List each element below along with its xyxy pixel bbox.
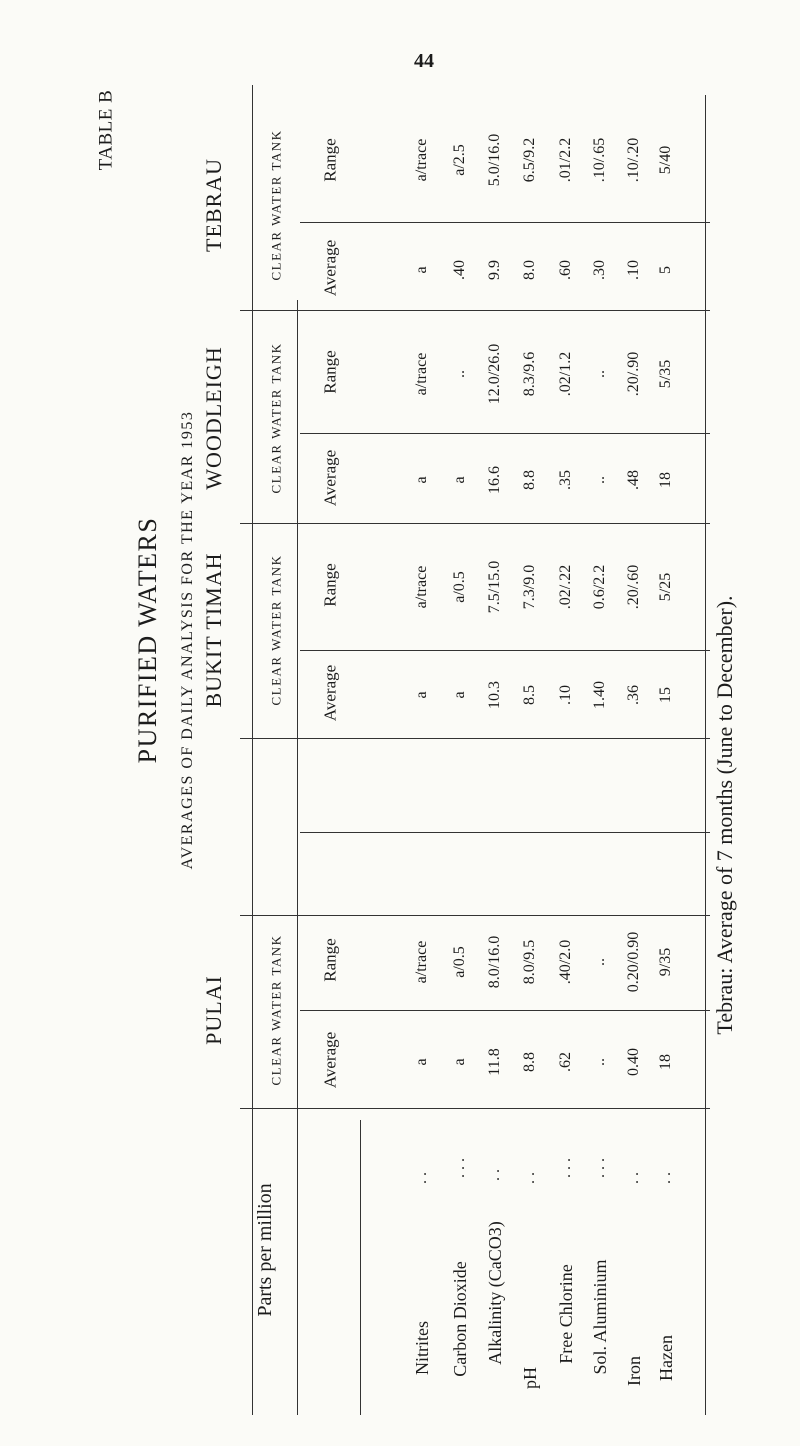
col-head-range: Range xyxy=(320,563,340,607)
tank-label-tebrau: CLEAR WATER TANK xyxy=(268,129,284,281)
woodleigh-range-free-chlorine: .02/1.2 xyxy=(557,351,574,397)
leader-dots: . . . xyxy=(451,1158,468,1178)
units-label: Parts per million xyxy=(254,1183,276,1317)
woodleigh-range-sol-aluminium: .. xyxy=(591,370,608,378)
tebrau-range-hazen: 5/40 xyxy=(657,145,674,175)
woodleigh-average-nitrites: a xyxy=(413,476,430,484)
pulai-average-nitrites: a xyxy=(413,1058,430,1066)
param-iron: Iron xyxy=(624,1356,644,1386)
page-number: 44 xyxy=(414,50,434,72)
tebrau-range-carbon-dioxide: a/2.5 xyxy=(451,144,468,176)
leader-dots: . . xyxy=(521,1172,538,1184)
woodleigh-average-hazen: 18 xyxy=(657,472,674,488)
bukit-timah-range-iron: .20/.60 xyxy=(625,564,642,610)
pulai-range-carbon-dioxide: a/0.5 xyxy=(451,946,468,978)
woodleigh-range-carbon-dioxide: .. xyxy=(451,370,468,378)
param-free-chlorine: Free Chlorine xyxy=(556,1264,576,1364)
tebrau-average-ph: 8.0 xyxy=(521,260,538,280)
tebrau-average-free-chlorine: .60 xyxy=(557,260,574,280)
tebrau-average-iron: .10 xyxy=(625,260,642,280)
col-head-range: Range xyxy=(320,938,340,982)
woodleigh-range-nitrites: a/trace xyxy=(413,352,430,396)
pulai-average-ph: 8.8 xyxy=(521,1052,538,1072)
tebrau-range-nitrites: a/trace xyxy=(413,138,430,182)
param-alkalinity: Alkalinity (CaCO3) xyxy=(485,1221,505,1365)
bukit-timah-range-ph: 7.3/9.0 xyxy=(521,564,538,610)
site-name-bukit-timah: BUKIT TIMAH xyxy=(201,552,226,708)
bukit-timah-average-carbon-dioxide: a xyxy=(451,691,468,699)
table-title: PURIFIED WATERS xyxy=(133,516,162,764)
tank-label-pulai: CLEAR WATER TANK xyxy=(268,934,284,1086)
pulai-average-iron: 0.40 xyxy=(625,1048,642,1076)
tebrau-average-hazen: 5 xyxy=(657,266,674,274)
bukit-timah-range-free-chlorine: .02/.22 xyxy=(557,564,574,610)
param-carbon-dioxide: Carbon Dioxide xyxy=(450,1261,470,1377)
leader-dots: . . xyxy=(657,1172,674,1184)
pulai-range-ph: 8.0/9.5 xyxy=(521,939,538,985)
woodleigh-average-sol-aluminium: .. xyxy=(591,476,608,484)
param-hazen: Hazen xyxy=(656,1335,676,1381)
leader-dots: . . . xyxy=(557,1158,574,1178)
tebrau-range-iron: .10/.20 xyxy=(625,137,642,183)
woodleigh-range-hazen: 5/35 xyxy=(657,359,674,389)
pulai-range-free-chlorine: .40/2.0 xyxy=(557,939,574,985)
bukit-timah-average-sol-aluminium: 1.40 xyxy=(591,681,608,709)
bukit-timah-range-carbon-dioxide: a/0.5 xyxy=(451,571,468,603)
param-nitrites: Nitrites xyxy=(412,1321,432,1375)
tebrau-average-nitrites: a xyxy=(413,266,430,274)
leader-dots: . . xyxy=(413,1172,430,1184)
pulai-average-free-chlorine: .62 xyxy=(557,1052,574,1072)
tebrau-range-ph: 6.5/9.2 xyxy=(521,137,538,183)
col-head-range: Range xyxy=(320,138,340,182)
bukit-timah-range-sol-aluminium: 0.6/2.2 xyxy=(591,564,608,610)
tebrau-range-alkalinity: 5.0/16.0 xyxy=(486,133,503,187)
leader-dots: . . xyxy=(486,1169,503,1181)
bukit-timah-average-iron: .36 xyxy=(625,685,642,705)
col-head-average: Average xyxy=(320,664,340,722)
col-head-range: Range xyxy=(320,350,340,394)
param-sol-aluminium: Sol. Aluminium xyxy=(590,1259,610,1375)
param-ph: pH xyxy=(520,1367,540,1389)
site-name-tebrau: TEBRAU xyxy=(201,158,226,252)
bukit-timah-range-hazen: 5/25 xyxy=(657,572,674,602)
woodleigh-range-iron: .20/.90 xyxy=(625,351,642,397)
footnote: Tebrau: Average of 7 months (June to December). xyxy=(712,595,737,1035)
tebrau-average-carbon-dioxide: .40 xyxy=(451,260,468,280)
pulai-average-hazen: 18 xyxy=(657,1054,674,1070)
pulai-average-sol-aluminium: .. xyxy=(591,1058,608,1066)
col-head-average: Average xyxy=(320,449,340,507)
woodleigh-range-alkalinity: 12.0/26.0 xyxy=(486,343,503,405)
site-name-pulai: PULAI xyxy=(201,975,226,1045)
tebrau-range-free-chlorine: .01/2.2 xyxy=(557,137,574,183)
woodleigh-average-alkalinity: 16.6 xyxy=(486,466,503,494)
woodleigh-average-free-chlorine: .35 xyxy=(557,470,574,490)
tank-label-bukit-timah: CLEAR WATER TANK xyxy=(268,554,284,706)
col-head-average: Average xyxy=(320,1031,340,1089)
leader-dots: . . . xyxy=(591,1158,608,1178)
woodleigh-range-ph: 8.3/9.6 xyxy=(521,351,538,397)
pulai-average-carbon-dioxide: a xyxy=(451,1058,468,1066)
col-head-average: Average xyxy=(320,239,340,297)
leader-dots: . . xyxy=(625,1172,642,1184)
pulai-range-alkalinity: 8.0/16.0 xyxy=(486,935,503,989)
bukit-timah-range-alkalinity: 7.5/15.0 xyxy=(486,560,503,614)
table-subtitle: AVERAGES OF DAILY ANALYSIS FOR THE YEAR 1953 xyxy=(179,410,196,870)
table-label: TABLE B xyxy=(95,89,117,171)
tebrau-average-sol-aluminium: .30 xyxy=(591,260,608,280)
tank-label-woodleigh: CLEAR WATER TANK xyxy=(268,342,284,494)
tebrau-range-sol-aluminium: .10/.65 xyxy=(591,137,608,183)
site-name-woodleigh: WOODLEIGH xyxy=(201,346,226,490)
pulai-range-iron: 0.20/0.90 xyxy=(625,931,642,993)
woodleigh-average-carbon-dioxide: a xyxy=(451,476,468,484)
pulai-range-hazen: 9/35 xyxy=(657,947,674,977)
bukit-timah-average-hazen: 15 xyxy=(657,687,674,703)
pulai-average-alkalinity: 11.8 xyxy=(486,1048,503,1076)
bukit-timah-average-ph: 8.5 xyxy=(521,685,538,705)
pulai-range-sol-aluminium: .. xyxy=(591,958,608,966)
bukit-timah-average-free-chlorine: .10 xyxy=(557,685,574,705)
tebrau-average-alkalinity: 9.9 xyxy=(486,260,503,280)
bukit-timah-range-nitrites: a/trace xyxy=(413,565,430,609)
woodleigh-average-iron: .48 xyxy=(625,470,642,490)
pulai-range-nitrites: a/trace xyxy=(413,940,430,984)
bukit-timah-average-nitrites: a xyxy=(413,691,430,699)
woodleigh-average-ph: 8.8 xyxy=(521,470,538,490)
bukit-timah-average-alkalinity: 10.3 xyxy=(486,681,503,709)
